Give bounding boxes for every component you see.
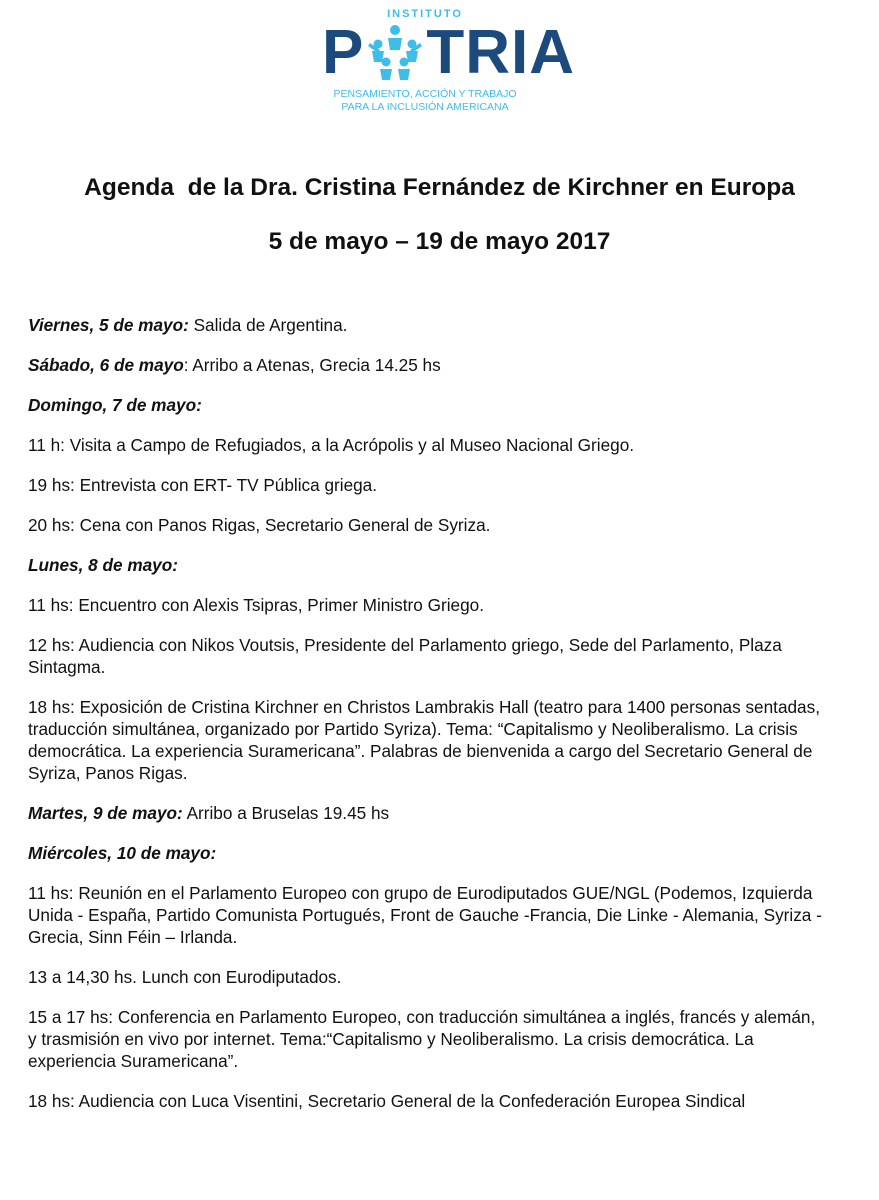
agenda-entry-text: 13 a 14,30 hs. Lunch con Eurodiputados. — [28, 967, 342, 987]
agenda-entry — [28, 842, 828, 864]
agenda-entry — [28, 434, 828, 456]
agenda-entry-text: 15 a 17 hs: Conferencia en Parlamento Europeo, con traducción simultánea a inglés, francés y alemán, y trasmisión en vivo por internet. Tema:“Capitalismo y Neoliberalismo. La crisis democrática. La experiencia Suramericana”. — [28, 1007, 816, 1071]
agenda-day-label: Miércoles, 10 de mayo: — [28, 843, 217, 863]
agenda-entry-text: 18 hs: Exposición de Cristina Kirchner en Christos Lambrakis Hall (teatro para 1400 personas sentadas, traducción simultánea, organizado por Partido Syriza). Tema: “Capitalismo y Neoliberalismo. La crisis democrática. La experiencia Suramericana”. Palabras de bienvenida a cargo del Secretario General de Syriza, Panos Rigas. — [28, 697, 820, 783]
document-date-range: 5 de mayo – 19 de mayo 2017 — [268, 228, 611, 255]
agenda-entry — [28, 696, 828, 784]
agenda-day-label: Lunes, 8 de mayo: — [28, 555, 178, 575]
agenda-day-label: Viernes, 5 de mayo: — [28, 315, 189, 335]
logo-letters-tria: TRIA — [426, 18, 576, 87]
agenda-entry-text: 11 hs: Encuentro con Alexis Tsipras, Primer Ministro Griego. — [28, 595, 484, 615]
instituto-patria-logo — [300, 6, 576, 116]
agenda-entry — [28, 554, 828, 576]
agenda-entry — [28, 882, 828, 948]
agenda-entry — [28, 634, 828, 678]
agenda-entry — [28, 1090, 828, 1112]
agenda-day-label: Sábado, 6 de mayo — [28, 355, 184, 375]
agenda-entry-text: 18 hs: Audiencia con Luca Visentini, Secretario General de la Confederación Europea Sindical — [28, 1091, 746, 1111]
document-title: Agenda de la Dra. Cristina Fernández de Kirchner en Europa — [84, 174, 795, 201]
logo-letter-p: P — [322, 18, 365, 87]
agenda-entry-text: Salida de Argentina. — [188, 315, 348, 335]
agenda-entry-text: 11 hs: Reunión en el Parlamento Europeo con grupo de Eurodiputados GUE/NGL (Podemos, Izquierda Unida - España, Partido Comunista Portugués, Front de Gauche -Francia, Die Linke - Alemania, Syriza - Grecia, Sinn Féin – Irlanda. — [28, 883, 822, 947]
agenda-entry — [28, 594, 828, 616]
logo-wordmark — [322, 20, 575, 86]
agenda-entry — [28, 354, 828, 376]
agenda-entry-text: : Arribo a Atenas, Grecia 14.25 hs — [183, 355, 441, 375]
agenda-entry-text: 12 hs: Audiencia con Nikos Voutsis, Presidente del Parlamento griego, Sede del Parlamento, Plaza Sintagma. — [28, 635, 782, 677]
agenda-entry — [28, 966, 828, 988]
people-figures-icon — [364, 20, 426, 86]
agenda-entry — [28, 474, 828, 496]
agenda-entry — [28, 802, 828, 824]
agenda-entry-text: 20 hs: Cena con Panos Rigas, Secretario General de Syriza. — [28, 515, 491, 535]
logo-instituto-text: INSTITUTO — [387, 8, 463, 20]
agenda-list — [28, 314, 828, 1130]
agenda-entry-text: 11 h: Visita a Campo de Refugiados, a la Acrópolis y al Museo Nacional Griego. — [28, 435, 635, 455]
logo-tagline-line-2: PARA LA INCLUSIÓN AMERICANA — [341, 101, 509, 113]
agenda-entry — [28, 514, 828, 536]
agenda-day-label: Martes, 9 de mayo: — [28, 803, 183, 823]
agenda-entry — [28, 394, 828, 416]
logo-tagline-line-1: PENSAMIENTO, ACCIÓN Y TRABAJO — [333, 88, 517, 100]
agenda-entry-text: 19 hs: Entrevista con ERT- TV Pública griega. — [28, 475, 378, 495]
agenda-entry — [28, 1006, 828, 1072]
agenda-entry — [28, 314, 828, 336]
agenda-day-label: Domingo, 7 de mayo: — [28, 395, 202, 415]
agenda-entry-text: Arribo a Bruselas 19.45 hs — [182, 803, 390, 823]
